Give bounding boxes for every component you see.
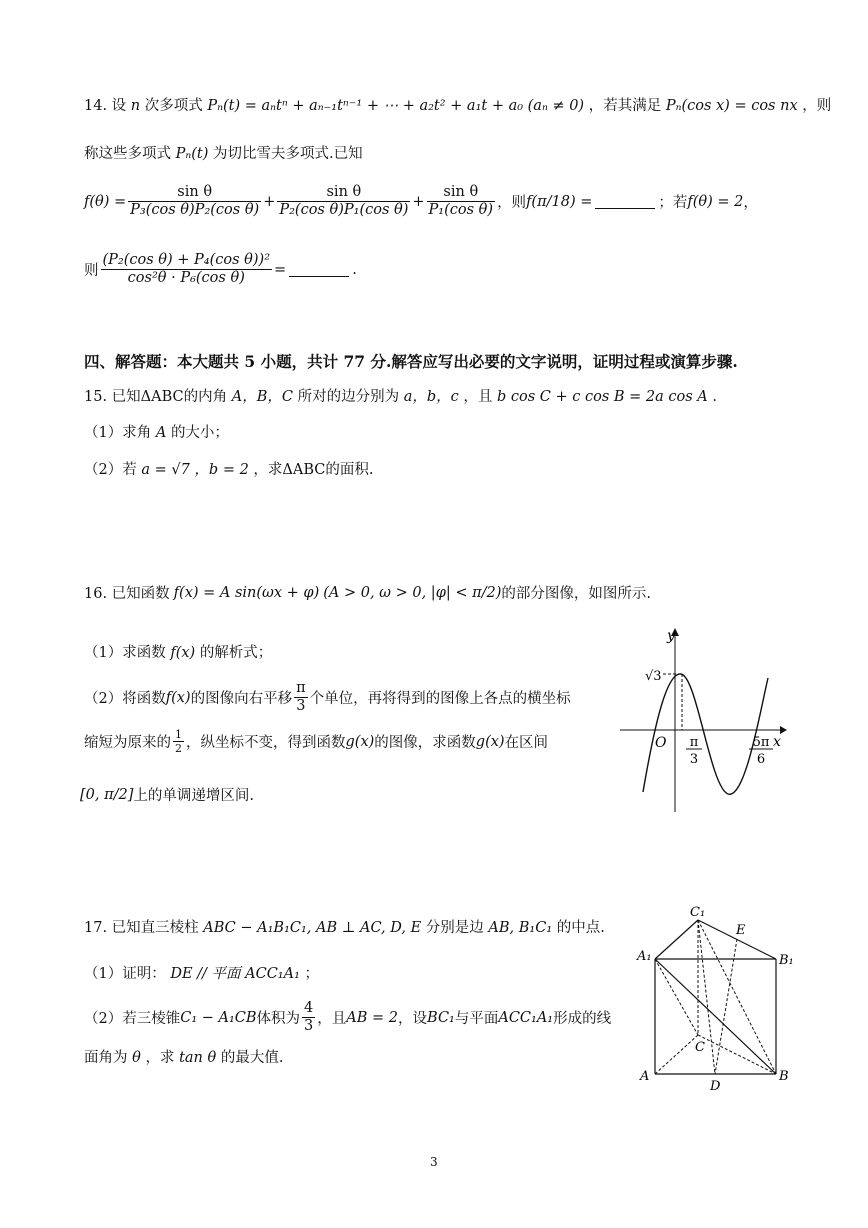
func: f(x)	[170, 645, 196, 661]
function-expr: f(x) = A sin(ωx + φ)	[173, 584, 320, 601]
x-label: x	[773, 734, 781, 750]
vars: a，b，c	[403, 389, 459, 405]
text: 14. 设	[84, 98, 127, 114]
frac-4-3	[302, 1000, 315, 1035]
frac-den: 3	[304, 1018, 314, 1034]
text: （2）若三棱锥	[84, 1011, 181, 1027]
frac-num: sin θ	[427, 184, 496, 202]
q16-part2a	[84, 680, 571, 715]
frac-3	[427, 184, 496, 219]
text: ，则	[802, 98, 832, 114]
text: 分别是边	[425, 920, 484, 936]
plus-sign: +	[263, 193, 276, 210]
text: ，求ΔABC的面积.	[253, 462, 374, 478]
text: 为切比雪夫多项式.已知	[213, 146, 363, 162]
label-B1: B₁	[779, 953, 794, 968]
text: 的最大值.	[220, 1050, 284, 1066]
poly: Pₙ(t)	[175, 146, 209, 162]
q17-line1	[84, 916, 605, 937]
label-D: D	[710, 1079, 721, 1093]
text: ，纵坐标不变，得到函数	[186, 735, 346, 751]
q17-part3	[84, 1046, 283, 1067]
frac-den: P₁(cos θ)	[428, 202, 494, 218]
edge-A1C1	[655, 920, 698, 959]
text: （1）证明：	[84, 966, 166, 982]
expr: tan θ	[179, 1050, 217, 1066]
text: 缩短为原来的	[84, 735, 171, 751]
frac-pi-3	[294, 680, 308, 715]
text: .	[352, 261, 357, 278]
func: f(x)	[165, 689, 191, 706]
q14-line1	[84, 94, 831, 115]
text: 的图像，求函数	[374, 735, 476, 751]
func: g(x)	[345, 733, 375, 750]
text: 在区间	[504, 735, 549, 751]
text: ，	[743, 195, 758, 211]
q17-part1	[84, 962, 319, 983]
edge-C1B	[698, 920, 776, 1074]
text: 16. 已知函数	[84, 586, 170, 602]
frac-2	[277, 184, 410, 219]
q15-line1	[84, 385, 717, 406]
edge-A1B	[655, 959, 776, 1074]
expr: ACC₁A₁	[498, 1009, 554, 1026]
expr: AB, B₁C₁	[488, 920, 553, 936]
text: 17. 已知直三棱柱	[84, 920, 199, 936]
text: 体积为	[256, 1011, 301, 1027]
plus-sign: +	[412, 193, 425, 210]
interval: [0, π/2]	[80, 786, 134, 803]
q16-part1	[84, 641, 272, 662]
text: ；	[304, 966, 320, 982]
frac-half	[173, 728, 184, 755]
text: 称这些多项式	[84, 146, 171, 162]
text: 形成的线	[553, 1011, 612, 1027]
frac-num: 4	[304, 1000, 314, 1016]
text: 个单位，再将得到的图像上各点的横坐标	[309, 691, 571, 707]
edge-A1C	[655, 959, 698, 1035]
x-axis-arrow-icon	[780, 726, 787, 734]
expr: DE // 平面 ACC₁A₁	[170, 966, 300, 982]
expr: BC₁	[427, 1009, 455, 1026]
frac-num: sin θ	[128, 184, 261, 202]
condition-expr: (A > 0, ω > 0, |φ| < π/2)	[323, 584, 502, 601]
text: 次多项式	[144, 98, 203, 114]
sqrt3-label: √3	[645, 669, 662, 684]
frac-num: sin θ	[277, 184, 410, 202]
text: .	[712, 389, 717, 405]
text: 的解析式；	[199, 645, 273, 661]
condition-expr: Pₙ(cos x) = cos nx	[665, 98, 798, 114]
text: （1）求角	[84, 425, 152, 441]
prism-figure	[630, 898, 800, 1093]
expr: AB = 2	[346, 1009, 399, 1026]
pi56-den: 6	[756, 752, 766, 767]
text: （2）将函数	[84, 691, 166, 707]
q1-expr: f(π/18) =	[526, 193, 593, 210]
pi3-den: 3	[689, 752, 699, 767]
text: ，且	[317, 1011, 347, 1027]
frac-4	[101, 252, 273, 287]
answer-blank-2[interactable]	[289, 262, 349, 277]
text: 15. 已知ΔABC的内角	[84, 389, 228, 405]
poly-definition: Pₙ(t) = aₙtⁿ + aₙ₋₁tⁿ⁻¹ + ⋯ + a₂t² + a₁t + a₀ (aₙ ≠ 0)	[207, 98, 585, 114]
var-n: n	[130, 98, 141, 114]
text: ，求	[145, 1050, 175, 1066]
edge-CB	[698, 1035, 776, 1074]
var: θ	[132, 1050, 141, 1066]
text: （1）求函数	[84, 645, 166, 661]
text: 的大小；	[170, 425, 229, 441]
q16-part2c	[80, 784, 254, 805]
q14-formula-line	[84, 184, 758, 219]
pi3-num: π	[689, 735, 699, 750]
text: 的部分图像，如图所示.	[501, 586, 652, 602]
var: A	[155, 425, 167, 441]
q14-line4	[84, 252, 357, 287]
label-C1: C₁	[690, 905, 706, 920]
answer-blank-1[interactable]	[595, 194, 655, 209]
q15-part1	[84, 421, 229, 442]
frac-1	[128, 184, 261, 219]
page-number: 3	[430, 1155, 438, 1169]
frac-num: (P₂(cos θ) + P₄(cos θ))²	[102, 252, 271, 268]
text: 与平面	[454, 1011, 499, 1027]
q16-part2b	[84, 728, 548, 755]
f-lhs: f(θ) =	[84, 193, 127, 210]
text: 所对的边分别为	[297, 389, 400, 405]
text: 的中点.	[556, 920, 605, 936]
origin-label: O	[655, 735, 667, 751]
text: 的图像向右平移	[190, 691, 293, 707]
label-E: E	[736, 923, 746, 938]
label-C: C	[695, 1040, 705, 1055]
text: ，则	[497, 195, 527, 211]
expr: C₁ − A₁CB	[180, 1009, 257, 1026]
text: ，若其满足	[588, 98, 662, 114]
y-label: y	[667, 628, 675, 644]
edge-AC	[655, 1035, 698, 1074]
text: 上的单调递增区间.	[133, 788, 255, 804]
q14-line2	[84, 142, 363, 163]
label-A1: A₁	[637, 949, 652, 964]
frac-num: π	[296, 680, 306, 696]
frac-den: P₃(cos θ)P₂(cos θ)	[130, 202, 260, 218]
text: 面角为	[84, 1050, 128, 1066]
condition-expr: a = √7 ，b = 2	[141, 462, 249, 478]
text: ，设	[398, 1011, 428, 1027]
section-heading: 四、解答题：本大题共 5 小题，共计 77 分.解答应写出必要的文字说明，证明过程或演算步骤.	[84, 352, 738, 371]
q15-part2	[84, 458, 374, 479]
q2-expr: f(θ) = 2	[687, 193, 744, 210]
text: ；若	[658, 195, 688, 211]
frac-den: 3	[296, 698, 306, 714]
pi56-num: 5π	[752, 735, 770, 750]
text: （2）若	[84, 462, 137, 478]
func: g(x)	[475, 733, 505, 750]
condition-expr: b cos C + c cos B = 2a cos A	[496, 389, 708, 405]
vars: A，B，C	[231, 389, 293, 405]
equals-sign: =	[274, 261, 287, 278]
label-B: B	[779, 1069, 789, 1084]
q16-line1	[84, 582, 651, 603]
frac-den: 2	[175, 742, 182, 755]
frac-num: 1	[175, 728, 182, 741]
q17-part2	[84, 1000, 611, 1035]
label-A: A	[640, 1069, 650, 1084]
text: ，且	[463, 389, 493, 405]
sine-graph	[615, 622, 795, 817]
text: 则	[84, 263, 99, 279]
expr: ABC − A₁B₁C₁, AB ⊥ AC, D, E	[203, 920, 422, 936]
frac-den: cos²θ · P₆(cos θ)	[127, 270, 245, 286]
frac-den: P₂(cos θ)P₁(cos θ)	[279, 202, 409, 218]
